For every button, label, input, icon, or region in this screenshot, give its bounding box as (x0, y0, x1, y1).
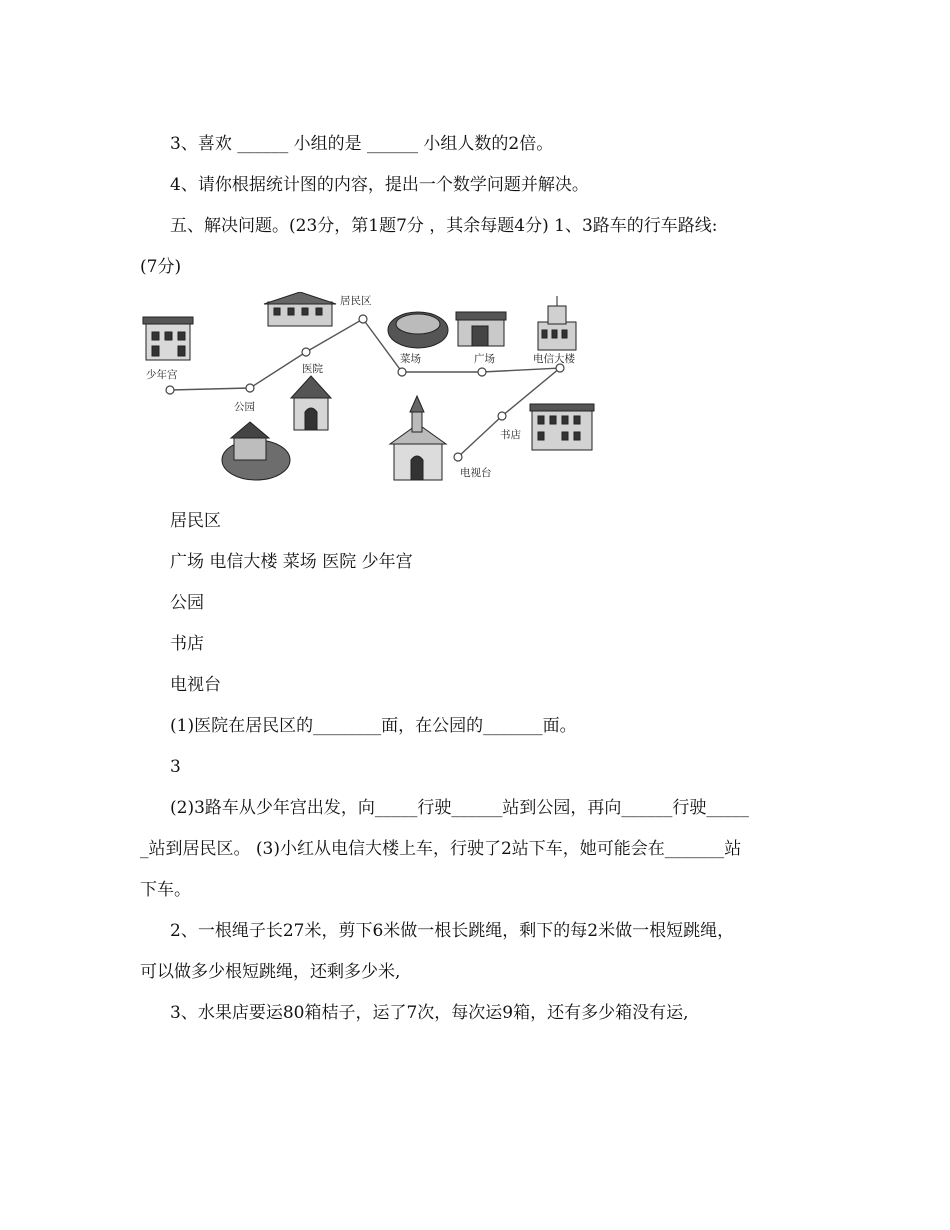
label-shudian: 书店 (170, 634, 204, 654)
building-shaoniangong-icon (143, 317, 193, 360)
label-row-names: 广场 电信大楼 菜场 医院 少年宫 (170, 552, 413, 572)
map-label-guangchang: 广场 (474, 353, 495, 365)
question-2-line1: 2、一根绳子长27米，剪下6米做一根长跳绳，剩下的每2米做一根短跳绳， (170, 921, 735, 941)
label-dianshitai: 电视台 (170, 675, 221, 695)
stop-shudian (498, 412, 506, 420)
stop-yiyuan (302, 348, 310, 356)
label-juminqu: 居民区 (170, 511, 221, 531)
stop-caichang (398, 368, 406, 376)
building-dianshitai-icon (390, 396, 446, 480)
stop-guangchang (478, 368, 486, 376)
map-label-gongyuan: 公园 (234, 401, 255, 413)
building-dianxin-icon (538, 296, 576, 350)
stop-juminqu (359, 315, 367, 323)
stop-dianxin (556, 364, 564, 372)
map-label-yiyuan: 医院 (302, 363, 323, 375)
section-5-heading: 五、解决问题。(23分，第1题7分 ，其余每题4分) 1、3路车的行车路线: (170, 216, 718, 236)
question-3-blanks: 3、喜欢 ______ 小组的是 ______ 小组人数的2倍。 (170, 134, 554, 154)
building-yiyuan-icon (291, 376, 331, 430)
building-shudian-icon (530, 404, 594, 450)
question-1-2-line1: (2)3路车从少年宫出发，向_____行驶______站到公园，再向______行驶_____ (170, 798, 749, 818)
building-juminqu-icon (264, 292, 336, 326)
map-label-juminqu: 居民区 (340, 295, 372, 307)
stop-shaoniangong (166, 386, 174, 394)
stop-gongyuan (246, 384, 254, 392)
building-gongyuan-icon (222, 422, 290, 480)
map-label-caichang: 菜场 (400, 353, 421, 365)
bus-route-map (138, 292, 608, 488)
building-caichang-icon (388, 312, 448, 348)
question-1-2-line2: _站到居民区。 (3)小红从电信大楼上车，行驶了2站下车，她可能会在_______站 (140, 839, 742, 859)
question-3-oranges: 3、水果店要运80箱桔子，运了7次，每次运9箱，还有多少箱没有运, (170, 1003, 689, 1023)
page-number-3: 3 (170, 757, 181, 777)
question-1-1: (1)医院在居民区的________面，在公园的_______面。 (170, 716, 577, 736)
section-5-points: (7分) (140, 257, 182, 277)
building-guangchang-icon (456, 312, 506, 346)
stop-dianshitai (454, 453, 462, 461)
map-label-dianshitai: 电视台 (460, 467, 492, 479)
question-2-line2: 可以做多少根短跳绳，还剩多少米, (140, 962, 401, 982)
map-label-dianxin: 电信大楼 (533, 353, 575, 365)
map-label-shudian: 书店 (500, 429, 521, 441)
map-label-shaoniangong: 少年宫 (146, 369, 178, 381)
question-1-3-line3: 下车。 (140, 880, 191, 900)
label-gongyuan: 公园 (170, 593, 204, 613)
question-4: 4、请你根据统计图的内容，提出一个数学问题并解决。 (170, 175, 589, 195)
